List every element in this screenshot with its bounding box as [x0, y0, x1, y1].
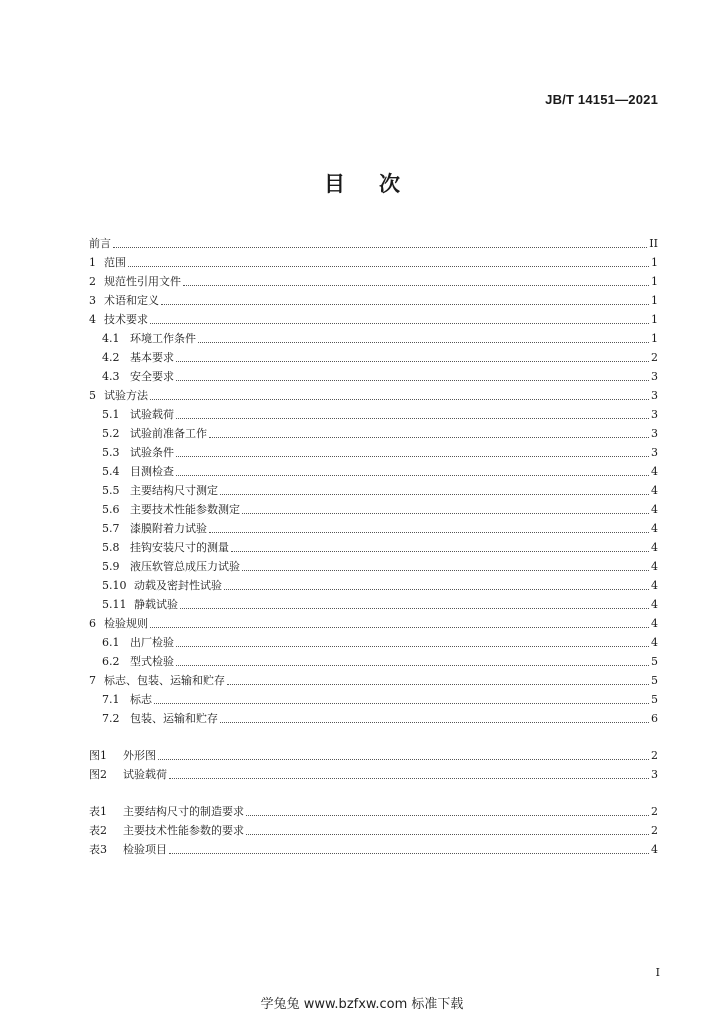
toc-entry-page: 3 [651, 408, 658, 421]
standard-code: JB/T 14151—2021 [545, 92, 658, 107]
toc-leader-dots [198, 332, 649, 343]
toc-entry[interactable] [89, 307, 658, 326]
toc-entry-label: 规范性引用文件 [104, 275, 181, 288]
toc-entry[interactable] [89, 421, 658, 440]
toc-entry-label: 动载及密封性试验 [134, 579, 222, 592]
toc-entry[interactable] [89, 573, 658, 592]
toc-entry-number: 6.1 [102, 636, 120, 649]
title-char-1: 目 [324, 172, 345, 196]
toc-entry-number: 6.2 [102, 655, 120, 668]
toc-entry-number: 4.2 [102, 351, 120, 364]
toc-entry-page: 2 [651, 805, 658, 818]
toc-entry-heading [89, 541, 229, 554]
toc-entry-label: 外形图 [123, 749, 156, 762]
toc-entry-label: 漆膜附着力试验 [130, 522, 207, 535]
toc-entry-heading [89, 408, 174, 421]
toc-entry-page: 1 [651, 275, 658, 288]
toc-entry-page: 5 [651, 674, 658, 687]
toc-entry-page: II [649, 237, 658, 250]
toc-entry-page: 2 [651, 351, 658, 364]
toc-entry-page: 4 [651, 617, 658, 630]
toc-leader-dots [231, 541, 649, 552]
toc-leader-dots [169, 843, 649, 854]
toc-entry-heading [89, 484, 218, 497]
toc-entry-number: 7.2 [102, 712, 120, 725]
toc-entry[interactable] [89, 535, 658, 554]
toc-entry-heading [89, 843, 167, 856]
page-title [0, 168, 724, 198]
toc-entry-heading [89, 370, 174, 383]
toc-entry[interactable] [89, 440, 658, 459]
toc-entry-number: 5.11 [102, 598, 127, 611]
toc-entry-label: 基本要求 [130, 351, 174, 364]
footer-watermark: 学兔兔 www.bzfxw.com 标准下载 [260, 997, 464, 1012]
table-of-contents [89, 231, 658, 856]
toc-entry[interactable] [89, 478, 658, 497]
toc-entry-heading [89, 805, 244, 818]
toc-leader-dots [176, 446, 649, 457]
toc-entry-number: 5.9 [102, 560, 120, 573]
toc-entry[interactable] [89, 649, 658, 668]
toc-leader-dots [176, 408, 649, 419]
toc-entry-label: 主要技术性能参数测定 [130, 503, 240, 516]
toc-entry-label: 检验项目 [123, 843, 167, 856]
toc-figures-section [89, 743, 658, 781]
page-number: I [655, 966, 660, 979]
toc-entry[interactable] [89, 630, 658, 649]
toc-entry-number: 表3 [89, 843, 107, 856]
toc-entry-number: 5.7 [102, 522, 120, 535]
toc-entry-label: 出厂检验 [130, 636, 174, 649]
toc-entry-heading [89, 351, 174, 364]
toc-entry-heading [89, 674, 225, 687]
toc-entry-label: 技术要求 [104, 313, 148, 326]
toc-entry-heading [89, 503, 240, 516]
toc-main-section [89, 231, 658, 725]
toc-entry-number: 图2 [89, 768, 107, 781]
toc-entry[interactable] [89, 383, 658, 402]
toc-entry[interactable] [89, 231, 658, 250]
toc-entry[interactable] [89, 326, 658, 345]
toc-entry-page: 6 [651, 712, 658, 725]
toc-leader-dots [176, 465, 649, 476]
toc-entry-page: 4 [651, 484, 658, 497]
toc-tables-section [89, 799, 658, 856]
toc-entry-heading [89, 275, 181, 288]
toc-entry-label: 主要技术性能参数的要求 [123, 824, 244, 837]
toc-entry-label: 试验方法 [104, 389, 148, 402]
toc-entry-heading [89, 313, 148, 326]
toc-leader-dots [128, 256, 649, 267]
toc-leader-dots [169, 768, 649, 779]
toc-entry[interactable] [89, 592, 658, 611]
toc-entry-heading [89, 522, 207, 535]
toc-entry-page: 3 [651, 370, 658, 383]
toc-entry-label: 液压软管总成压力试验 [130, 560, 240, 573]
toc-entry-heading [89, 560, 240, 573]
section-gap [89, 781, 658, 799]
toc-entry-heading [89, 256, 126, 269]
toc-entry-number: 5.2 [102, 427, 120, 440]
toc-entry[interactable] [89, 706, 658, 725]
toc-entry-page: 4 [651, 579, 658, 592]
toc-entry-heading [89, 655, 174, 668]
toc-entry-page: 4 [651, 843, 658, 856]
toc-entry-page: 4 [651, 560, 658, 573]
toc-entry[interactable] [89, 799, 658, 818]
toc-entry-label: 标志 [130, 693, 152, 706]
toc-entry-page: 4 [651, 503, 658, 516]
toc-entry-number: 7.1 [102, 693, 120, 706]
toc-leader-dots [176, 636, 649, 647]
toc-entry-page: 4 [651, 522, 658, 535]
section-gap [89, 725, 658, 743]
toc-entry[interactable] [89, 818, 658, 837]
toc-leader-dots [246, 824, 649, 835]
toc-entry-label: 前言 [89, 237, 111, 250]
toc-entry-label: 安全要求 [130, 370, 174, 383]
toc-entry-label: 主要结构尺寸的制造要求 [123, 805, 244, 818]
toc-entry-label: 试验载荷 [123, 768, 167, 781]
toc-entry[interactable] [89, 516, 658, 535]
toc-entry-number: 6 [89, 617, 96, 630]
toc-entry-label: 静载试验 [134, 598, 178, 611]
toc-leader-dots [150, 313, 649, 324]
toc-entry-label: 检验规则 [104, 617, 148, 630]
toc-entry[interactable] [89, 762, 658, 781]
toc-entry-number: 5.8 [102, 541, 120, 554]
toc-entry-heading [89, 824, 244, 837]
toc-leader-dots [176, 351, 649, 362]
toc-leader-dots [161, 294, 649, 305]
toc-entry-number: 1 [89, 256, 96, 269]
toc-entry-heading [89, 237, 111, 250]
toc-entry-number: 3 [89, 294, 96, 307]
toc-leader-dots [150, 617, 649, 628]
toc-entry-page: 3 [651, 446, 658, 459]
toc-entry-number: 5.1 [102, 408, 120, 421]
toc-leader-dots [150, 389, 649, 400]
toc-entry-page: 1 [651, 256, 658, 269]
toc-entry-number: 5.5 [102, 484, 120, 497]
toc-entry-heading [89, 446, 174, 459]
toc-entry-heading [89, 768, 167, 781]
toc-entry-number: 表1 [89, 805, 107, 818]
toc-entry-heading [89, 389, 148, 402]
toc-entry[interactable] [89, 288, 658, 307]
toc-entry-heading [89, 749, 156, 762]
toc-entry-number: 5 [89, 389, 96, 402]
toc-entry-heading [89, 693, 152, 706]
toc-entry-label: 试验条件 [130, 446, 174, 459]
toc-entry-label: 试验载荷 [130, 408, 174, 421]
toc-entry-page: 1 [651, 294, 658, 307]
toc-leader-dots [227, 674, 649, 685]
toc-entry-heading [89, 712, 218, 725]
toc-entry[interactable] [89, 837, 658, 856]
toc-entry-page: 5 [651, 693, 658, 706]
toc-entry-page: 4 [651, 465, 658, 478]
toc-leader-dots [158, 749, 649, 760]
toc-entry[interactable] [89, 687, 658, 706]
toc-entry-page: 2 [651, 824, 658, 837]
toc-leader-dots [154, 693, 649, 704]
toc-entry-page: 2 [651, 749, 658, 762]
toc-entry[interactable] [89, 611, 658, 630]
toc-entry-label: 目测检查 [130, 465, 174, 478]
toc-leader-dots [209, 427, 649, 438]
toc-entry-heading [89, 465, 174, 478]
toc-entry[interactable] [89, 459, 658, 478]
toc-leader-dots [246, 805, 649, 816]
toc-entry-label: 环境工作条件 [130, 332, 196, 345]
toc-entry-heading [89, 598, 178, 611]
toc-leader-dots [113, 237, 647, 248]
toc-entry-number: 5.4 [102, 465, 120, 478]
toc-entry-label: 主要结构尺寸测定 [130, 484, 218, 497]
toc-entry-page: 5 [651, 655, 658, 668]
toc-entry-page: 3 [651, 768, 658, 781]
toc-entry-number: 图1 [89, 749, 107, 762]
toc-entry-heading [89, 636, 174, 649]
toc-entry[interactable] [89, 250, 658, 269]
toc-entry-label: 型式检验 [130, 655, 174, 668]
toc-leader-dots [220, 712, 649, 723]
toc-entry-page: 3 [651, 427, 658, 440]
toc-leader-dots [242, 503, 649, 514]
toc-leader-dots [224, 579, 649, 590]
toc-entry[interactable] [89, 554, 658, 573]
toc-entry-number: 2 [89, 275, 96, 288]
toc-entry-label: 挂钩安装尺寸的测量 [130, 541, 229, 554]
toc-entry[interactable] [89, 668, 658, 687]
toc-entry[interactable] [89, 497, 658, 516]
toc-entry-label: 包装、运输和贮存 [130, 712, 218, 725]
toc-entry-heading [89, 294, 159, 307]
toc-entry-number: 表2 [89, 824, 107, 837]
toc-entry-page: 4 [651, 598, 658, 611]
toc-entry-heading [89, 617, 148, 630]
toc-entry-number: 7 [89, 674, 96, 687]
toc-entry-heading [89, 427, 207, 440]
toc-entry-number: 4 [89, 313, 96, 326]
toc-leader-dots [242, 560, 649, 571]
toc-entry-page: 4 [651, 636, 658, 649]
toc-entry[interactable] [89, 743, 658, 762]
toc-leader-dots [209, 522, 649, 533]
toc-entry-number: 4.1 [102, 332, 120, 345]
toc-entry-label: 试验前准备工作 [130, 427, 207, 440]
toc-entry-page: 1 [651, 332, 658, 345]
toc-entry-page: 3 [651, 389, 658, 402]
toc-entry[interactable] [89, 402, 658, 421]
toc-entry-label: 范围 [104, 256, 126, 269]
toc-leader-dots [176, 370, 649, 381]
toc-entry-label: 标志、包装、运输和贮存 [104, 674, 225, 687]
toc-entry-number: 5.6 [102, 503, 120, 516]
toc-entry[interactable] [89, 345, 658, 364]
title-char-2: 次 [379, 172, 400, 196]
toc-entry-label: 术语和定义 [104, 294, 159, 307]
toc-leader-dots [176, 655, 649, 666]
toc-entry-number: 5.3 [102, 446, 120, 459]
toc-entry-number: 5.10 [102, 579, 127, 592]
toc-leader-dots [220, 484, 649, 495]
toc-entry-number: 4.3 [102, 370, 120, 383]
toc-leader-dots [180, 598, 649, 609]
toc-leader-dots [183, 275, 649, 286]
toc-entry[interactable] [89, 364, 658, 383]
toc-entry-page: 1 [651, 313, 658, 326]
toc-entry[interactable] [89, 269, 658, 288]
toc-entry-page: 4 [651, 541, 658, 554]
toc-entry-heading [89, 579, 222, 592]
toc-entry-heading [89, 332, 196, 345]
